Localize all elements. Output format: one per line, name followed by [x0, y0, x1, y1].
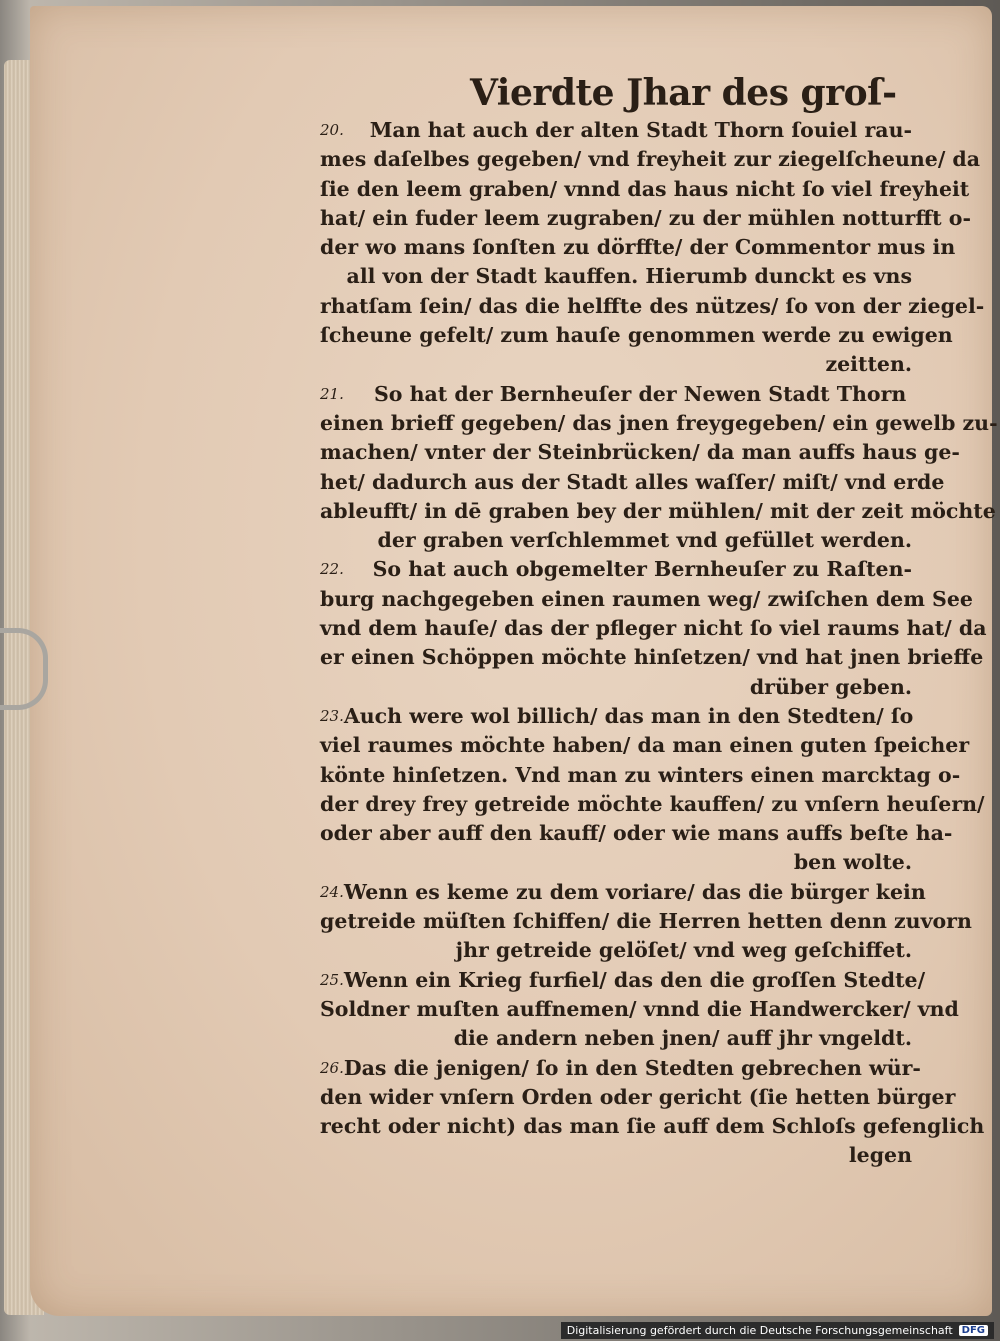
text-line — [320, 116, 912, 145]
text-line — [320, 1112, 985, 1141]
running-head: Vierdte Jhar des groſ- — [470, 72, 897, 114]
text-line — [320, 966, 926, 995]
text-line — [320, 292, 985, 321]
text-line — [320, 438, 960, 467]
text-line — [320, 643, 984, 672]
text-line — [320, 878, 926, 907]
dfg-logo: DFG — [959, 1325, 988, 1336]
text-line — [320, 848, 912, 877]
text-line — [320, 555, 912, 584]
text-line — [320, 1054, 921, 1083]
line-text: zeitten. — [825, 352, 912, 377]
line-text: Wenn es keme zu dem voriare/ das die bürger kein — [343, 879, 926, 904]
paragraph-number: 23. — [320, 706, 344, 725]
catchword — [320, 1141, 912, 1170]
text-line — [320, 233, 956, 262]
text-line — [320, 262, 912, 291]
paragraph-number — [320, 673, 374, 702]
paragraph-number: 21. — [320, 384, 344, 403]
line-text: het/ dadurch aus der Stadt alles waſſer/ miſt/ vnd erde — [320, 469, 945, 494]
text-line — [320, 907, 972, 936]
line-text: einen brieff gegeben/ das jnen freygegeben/ ein gewelb zu- — [320, 410, 998, 435]
paragraph-number — [320, 526, 374, 555]
line-text: Man hat auch der alten Stadt Thorn ſouiel rau- — [369, 118, 912, 142]
text-line — [320, 614, 987, 643]
line-text: ſie den leem graben/ vnnd das haus nicht ſo viel freyheit — [320, 176, 970, 201]
text-line — [320, 409, 998, 438]
line-text: Wenn ein Krieg furfiel/ das den die groſſen Stedte/ — [343, 967, 926, 992]
line-text: So hat der Bernheuſer der Newen Stadt Thorn — [374, 381, 907, 406]
line-text: könte hinſetzen. Vnd man zu winters einen marcktag o- — [320, 762, 961, 787]
line-text: der graben verſchlemmet vnd gefüllet werden. — [377, 528, 912, 553]
line-text: viel raumes möchte haben/ da man einen guten ſpeicher — [320, 733, 970, 758]
text-line — [320, 673, 912, 702]
line-text: Soldner muſten auffnemen/ vnnd die Handwercker/ vnd — [320, 996, 959, 1021]
line-text: ben wolte. — [793, 850, 912, 875]
text-line — [320, 819, 953, 848]
line-text: vnd dem hauſe/ das der pfleger nicht ſo viel raums hat/ da — [320, 616, 987, 641]
line-text: ableufft/ in dē graben bey der mühlen/ mit der zeit möchte — [320, 498, 996, 523]
text-line — [320, 585, 973, 614]
line-text: mes daſelbes gegeben/ vnd freyheit zur ziegelſcheune/ da — [320, 147, 981, 172]
footer-credit — [561, 1322, 994, 1339]
paragraph-number — [320, 848, 374, 877]
metal-clip — [0, 628, 48, 710]
line-text: burg nachgegeben einen raumen weg/ zwiſchen dem See — [320, 586, 973, 611]
paragraph-number: 24. — [320, 882, 344, 901]
paragraph-number: 22. — [320, 560, 344, 579]
paragraph-number — [320, 1024, 374, 1053]
text-line — [320, 1024, 912, 1053]
catchword-text: legen — [848, 1143, 912, 1168]
line-text: getreide müſten ſchiffen/ die Herren hetten denn zuvorn — [320, 909, 972, 934]
line-text: hat/ ein fuder leem zugraben/ zu der mühlen notturfft o- — [320, 205, 971, 230]
text-line — [320, 175, 970, 204]
text-line — [320, 497, 996, 526]
text-line — [320, 380, 912, 409]
text-line — [320, 1083, 956, 1112]
line-text: So hat auch obgemelter Bernheuſer zu Raſten- — [372, 557, 912, 582]
text-line — [320, 995, 959, 1024]
line-text: den wider vnſern Orden oder gericht (ſie hetten bürger — [320, 1084, 956, 1109]
text-line — [320, 936, 912, 965]
paragraph-number — [320, 936, 374, 965]
line-text: all von der Stadt kauffen. Hierumb dunckt es vns — [346, 264, 912, 289]
text-block — [320, 116, 998, 1171]
line-text: er einen Schöppen möchte hinſetzen/ vnd hat jnen brieffe — [320, 645, 984, 670]
paragraph-number: 26. — [320, 1058, 344, 1077]
paragraph-number — [320, 262, 347, 291]
text-line — [320, 761, 961, 790]
line-text: jhr getreide gelöſet/ vnd weg geſchiffet. — [455, 938, 912, 963]
text-line — [320, 350, 912, 379]
text-line — [320, 731, 970, 760]
line-text: machen/ vnter der Steinbrücken/ da man auffs haus ge- — [320, 440, 960, 465]
footer-text: Digitalisierung gefördert durch die Deutsche Forschungsgemeinschaft — [566, 1324, 953, 1337]
text-line — [320, 702, 912, 731]
line-text: der drey frey getreide möchte kauffen/ zu vnſern heuſern/ — [320, 791, 985, 816]
text-line — [320, 468, 945, 497]
line-text: der wo mans ſonſten zu dörffte/ der Commentor mus in — [320, 235, 956, 260]
line-text: Das die jenigen/ ſo in den Stedten gebrechen wür- — [343, 1055, 921, 1080]
paragraph-number — [320, 350, 374, 379]
text-line — [320, 526, 912, 555]
paragraph-number: 25. — [320, 970, 344, 989]
line-text: die andern neben jnen/ auff jhr vngeldt. — [453, 1026, 912, 1051]
line-text: rhatſam ſein/ das die helffte des nützes/ ſo von der ziegel- — [320, 293, 985, 318]
text-line — [320, 204, 971, 233]
line-text: drüber geben. — [749, 674, 912, 699]
line-text: ſcheune gefelt/ zum hauſe genommen werde zu ewigen — [320, 323, 953, 348]
text-line — [320, 145, 981, 174]
text-line — [320, 790, 985, 819]
text-line — [320, 321, 953, 350]
line-text: Auch were wol billich/ das man in den Stedten/ ſo — [343, 703, 914, 728]
line-text: recht oder nicht) das man ſie auff dem Schloſs gefenglich — [320, 1114, 985, 1139]
line-text: oder aber auff den kauff/ oder wie mans auffs beſte ha- — [320, 821, 953, 846]
paragraph-number: 20. — [320, 121, 344, 139]
